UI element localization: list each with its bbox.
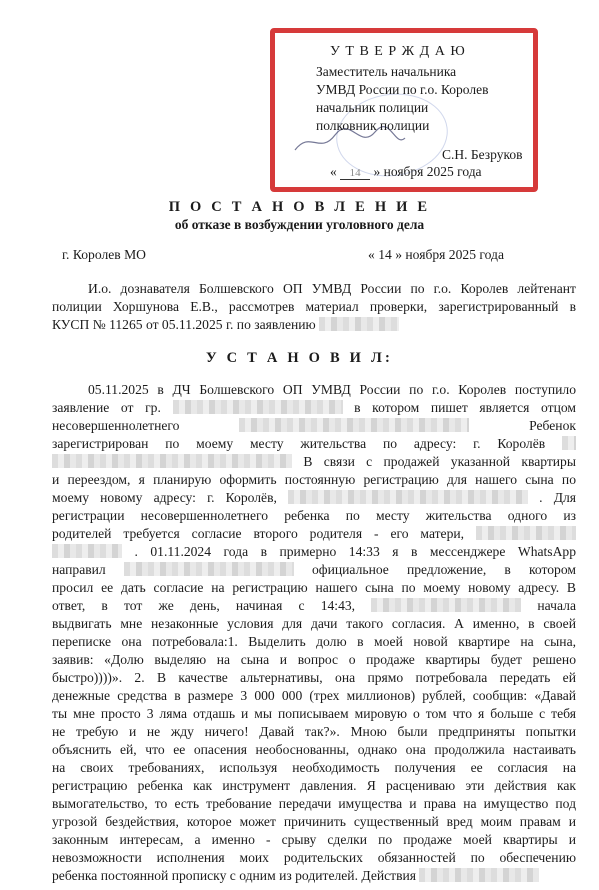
approval-date (330, 164, 482, 180)
body-line: угрозой бездействия, которое может причинить существенный вред моим правам и (52, 814, 576, 829)
body-line: объяснить ей, что ее опасения необоснованны, однако она продолжила настаивать (52, 742, 576, 757)
body-line: 05.11.2025 в ДЧ Болшевского ОП УМВД России по г.о. Королев поступило (88, 382, 576, 397)
body-line: невозможности исполнения моих родительских обязанностей по обеспечению (52, 850, 576, 865)
redacted-name (371, 598, 521, 612)
redacted-name (319, 317, 399, 331)
approval-signer: С.Н. Безруков (442, 147, 523, 162)
redacted-name (124, 562, 294, 576)
body-text: официальное предложение, в котором (312, 562, 576, 577)
body-text: . Для (539, 490, 577, 505)
approval-date-open: « (330, 164, 337, 179)
document-date: « 14 » ноября 2025 года (368, 247, 504, 262)
body-line: и переездом, я планирую оформить постоянную регистрацию для нашего сына по (52, 472, 576, 487)
body-line (52, 561, 576, 579)
body-line: на своих требованиях, используя необходимость получения ее согласия на (52, 760, 576, 775)
body-line: не требую и не жду ничего! Давай так?». Мною были предприняты попытки (52, 724, 576, 739)
approval-heading: У Т В Е Р Ж Д А Ю (330, 44, 466, 59)
body-line (52, 867, 576, 885)
body-line: быстро))))». 2. В качестве альтернативы, она прямо потребовала передать ей (52, 670, 576, 685)
body-line (52, 489, 576, 507)
body-line (52, 525, 576, 543)
body-text: несовершеннолетнего (52, 418, 180, 433)
redacted-name (419, 868, 539, 882)
body-line: переписке она потребовала:1. Выделить долю в моей новой квартире на сына, (52, 634, 576, 649)
body-line (52, 417, 576, 435)
body-line (52, 597, 576, 615)
body-line: законным интересам, а именно - срыву сделки по продаже моей квартиры и (52, 832, 576, 847)
body-text: заявление от гр. (52, 400, 161, 415)
approval-position-1: Заместитель начальника (316, 64, 457, 79)
document-title: П О С Т А Н О В Л Е Н И Е (168, 199, 431, 215)
body-line: регистрацию ребенка как инструмент давления. Я расцениваю эти действия как (52, 778, 576, 793)
body-text: направил (52, 562, 106, 577)
approval-date-day: 14 (340, 167, 370, 180)
body-text: родителей требуется согласие второго родителя - его матери, (52, 526, 465, 541)
body-text: В связи с продажей указанной квартиры (303, 454, 576, 469)
body-line (52, 399, 576, 417)
body-line (52, 453, 576, 471)
body-line: регистрации несовершеннолетнего ребенка по месту жительства одного из (52, 508, 576, 523)
redacted-address (562, 436, 576, 450)
body-line: выдвигать мне незаконные условия для дачи такого согласия. А именно, в своей (52, 616, 576, 631)
intro-line: полиции Хоршунова Е.В., рассмотрев материал проверки, зарегистрированный в (52, 299, 576, 314)
intro-text: КУСП № 11265 от 05.11.2025 г. по заявлению (52, 317, 316, 332)
body-line: денежные средства в размере 3 000 000 (трех миллионов) рублей, сообщив: «Давай (52, 688, 576, 703)
redacted-name (239, 418, 469, 432)
body-line (52, 543, 576, 561)
body-text: Ребенок (529, 418, 576, 433)
intro-line: И.о. дознавателя Болшевского ОП УМВД России по г.о. Королев лейтенант (88, 281, 576, 296)
body-text: в котором пишет является отцом (354, 400, 576, 415)
body-text: ребенка постоянной прописку с одним из родителей. Действия (52, 868, 417, 883)
body-text: ответ, в тот же день, начиная с 14:43, (52, 598, 356, 613)
approval-rank: полковник полиции (316, 118, 430, 133)
document-subtitle: об отказе в возбуждении уголовного дела (174, 217, 425, 232)
approval-date-rest: » ноября 2025 года (373, 164, 482, 179)
body-line: вымогательство, то есть требование передачи имущества и права на имущество под (52, 796, 576, 811)
approval-position-3: начальник полиции (316, 100, 429, 115)
redacted-name (52, 544, 122, 558)
body-text: зарегистрирован по моему месту жительства по адресу: г. Королёв (52, 436, 546, 451)
redacted-name (476, 526, 576, 540)
body-text: . 01.11.2024 года в примерно 14:33 я в мессенджере WhatsApp (134, 544, 576, 559)
body-text: начала (537, 598, 576, 613)
redacted-address (288, 490, 528, 504)
section-heading: У С Т А Н О В И Л: (206, 350, 393, 366)
approval-position-2: УМВД России по г.о. Королев (316, 82, 489, 97)
body-text: моему новому адресу: г. Королёв, (52, 490, 277, 505)
body-line: заявив: «Долю выделяю на сына и вопрос о продаже квартиры будет решено (52, 652, 576, 667)
intro-line (52, 316, 576, 334)
redacted-name (173, 400, 343, 414)
redacted-address (52, 454, 292, 468)
body-line: ты мне просто 3 ляма отдашь и мы пописываем мировую о том что я больше с тебя (52, 706, 576, 721)
document-city: г. Королев МО (62, 247, 146, 262)
body-line (52, 435, 576, 453)
body-line: просил ее дать согласие на регистрацию нашего сына по моему новому адресу. В (52, 580, 576, 595)
